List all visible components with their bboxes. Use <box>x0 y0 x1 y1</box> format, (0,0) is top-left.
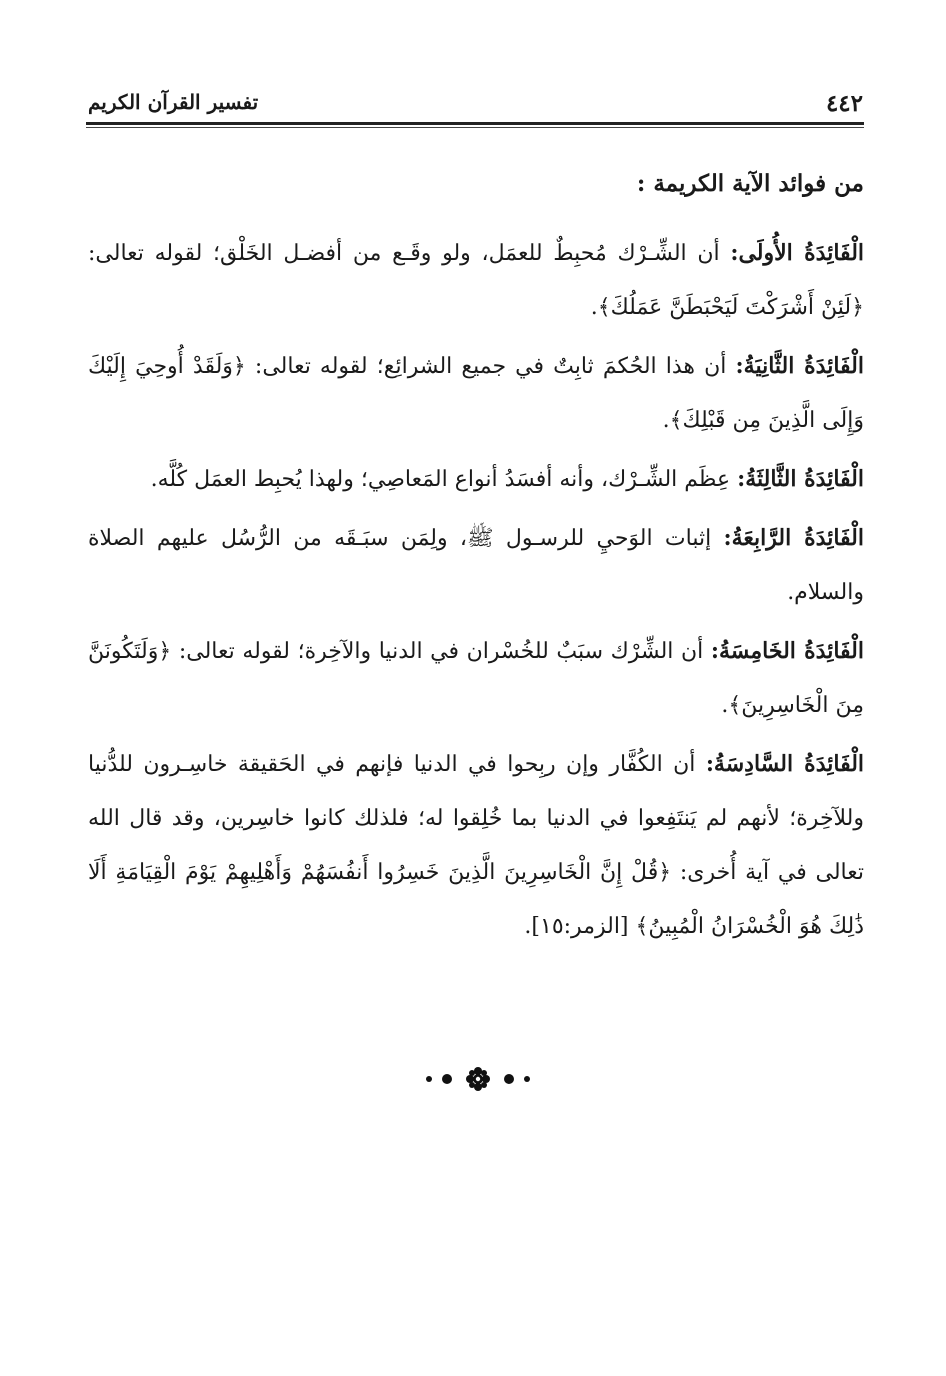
benefit-paragraph-1 <box>88 226 864 335</box>
header-rule <box>86 122 864 125</box>
header-rule-thin <box>86 127 864 128</box>
benefit-paragraph-3 <box>88 452 864 507</box>
benefit-text: أن الشِّرْك سبَبٌ للخُسْران في الدنيا والآخِرة؛ لقوله تعالى: ﴿وَلَتَكُونَنَّ مِنَ الْخَاسِرِينَ﴾. <box>88 639 864 718</box>
benefit-title: الْفَائِدَةُ الرَّابِعَةُ: <box>723 525 864 551</box>
benefit-text: إثبات الوَحيِ للرسـول ﷺ، ولِمَن سبَـقَه من الرُّسُل عليهم الصلاة والسلام. <box>88 526 864 605</box>
benefit-title: الْفَائِدَةُ الثَّانِيَةُ: <box>735 353 864 379</box>
running-header <box>88 86 863 122</box>
page-number: ٤٤٢ <box>825 90 863 117</box>
benefit-title: الْفَائِدَةُ الثَّالِثَةُ: <box>737 466 864 492</box>
benefit-paragraph-4 <box>88 511 864 620</box>
benefit-paragraph-5 <box>88 624 864 733</box>
book-title: تفسير القرآن الكريم <box>88 90 259 114</box>
benefit-text: أن هذا الحُكمَ ثابِتٌ في جميع الشرائِع؛ لقوله تعالى: ﴿وَلَقَدْ أُوحِيَ إِلَيْكَ وَإِلَى الَّذِينَ مِن قَبْلِكَ﴾. <box>88 354 864 433</box>
benefit-title: الْفَائِدَةُ الخَامِسَةُ: <box>710 638 864 664</box>
benefit-paragraph-2 <box>88 339 864 448</box>
benefit-text: عِظَم الشِّـرْك، وأنه أفسَدُ أنواع المَعاصِي؛ ولهذا يُحبِط العمَل كُلَّه. <box>150 467 738 492</box>
benefit-text: أن الشِّـرْك مُحبِطٌ للعمَل، ولو وقَـع من أفضـل الخَلْق؛ لقوله تعالى: ﴿لَئِنْ أَشْرَكْتَ لَيَحْبَطَنَّ عَمَلُكَ﴾. <box>88 241 864 320</box>
benefit-paragraph-6 <box>88 737 864 954</box>
benefit-title: الْفَائِدَةُ السَّادِسَةُ: <box>705 751 865 777</box>
section-heading: من فوائد الآية الكريمة : <box>636 170 864 197</box>
content-body <box>88 226 864 958</box>
benefit-title: الْفَائِدَةُ الأُولَى: <box>730 240 865 266</box>
floral-ornament-icon <box>423 1064 533 1094</box>
benefit-text: أن الكُفَّار وإن ربِحوا في الدنيا فإنهم في الحَقيقة خاسِـرون للدُّنيا وللآخِرة؛ لأنهم لم يَنتَفِعوا في الدنيا بما خُلِقوا له؛ فلذلك كانوا خاسِرين، وقد قال الله تعالى في آية أُخرى: ﴿قُلْ إِنَّ الْخَاسِرِينَ الَّذِينَ خَسِرُوا أَنفُسَهُمْ وَأَهْلِيهِمْ يَوْمَ الْقِيَامَةِ أَلَا ذَٰلِكَ هُوَ الْخُسْرَانُ الْمُبِينُ﴾ [الزمر:١٥]. <box>88 752 864 939</box>
